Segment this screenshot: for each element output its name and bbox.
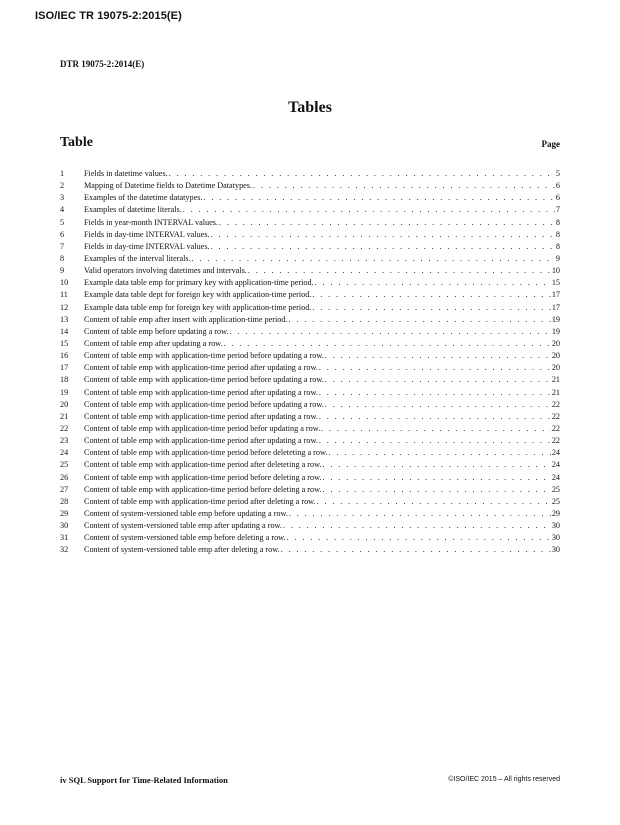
- table-caption: Content of table emp with application-time period after updating a row.: [84, 411, 318, 421]
- table-caption: Content of table emp after insert with application-time period.: [84, 314, 288, 324]
- toc-entry[interactable]: [60, 544, 560, 556]
- table-caption: Example data table dept for foreign key with application-time period.: [84, 290, 312, 300]
- page-column-heading: Page: [541, 139, 560, 149]
- table-caption: Mapping of Datetime fields to Datetime Datatypes.: [84, 181, 253, 191]
- page-number: 21: [551, 387, 560, 397]
- page-number: 15: [551, 278, 560, 288]
- dot-leader: [218, 217, 555, 229]
- table-number: 9: [60, 266, 65, 276]
- table-caption: Fields in year-month INTERVAL values.: [84, 217, 219, 227]
- page-number: 29: [551, 508, 560, 518]
- dot-leader: [286, 532, 551, 544]
- page-number: 17: [551, 302, 560, 312]
- table-caption: Content of table emp with application-time period after updating a row.: [84, 387, 318, 397]
- page-number: 22: [551, 411, 560, 421]
- toc-entry[interactable]: [60, 253, 560, 265]
- toc-entry[interactable]: [60, 192, 560, 204]
- table-number: 25: [60, 460, 69, 470]
- table-number: 20: [60, 399, 69, 409]
- toc-entry[interactable]: [60, 520, 560, 532]
- toc-entry[interactable]: [60, 447, 560, 459]
- table-caption: Fields in day-time INTERVAL values.: [84, 229, 210, 239]
- table-caption: Content of table emp with application-time period after updating a row.: [84, 363, 318, 373]
- table-caption: Valid operators involving datetimes and intervals.: [84, 266, 247, 276]
- table-caption: Content of table emp before updating a row.: [84, 326, 229, 336]
- page-number: 30: [551, 545, 560, 555]
- table-number: 16: [60, 351, 69, 361]
- page-title: Tables: [288, 99, 332, 116]
- table-number: 19: [60, 387, 69, 397]
- toc-entry[interactable]: [60, 435, 560, 447]
- toc-entry[interactable]: [60, 229, 560, 241]
- toc-entry[interactable]: [60, 168, 560, 180]
- dot-leader: [223, 338, 551, 350]
- dot-leader: [191, 253, 555, 265]
- page-number: 8: [555, 229, 560, 239]
- dot-leader: [324, 374, 551, 386]
- toc-entry[interactable]: [60, 338, 560, 350]
- table-number: 14: [60, 326, 69, 336]
- table-number: 8: [60, 253, 65, 263]
- table-caption: Content of table emp with application-time period after deleting a row.: [84, 496, 316, 506]
- dot-leader: [320, 423, 551, 435]
- toc-entry[interactable]: [60, 484, 560, 496]
- toc-entry[interactable]: [60, 277, 560, 289]
- dot-leader: [311, 302, 550, 314]
- toc-entry[interactable]: [60, 496, 560, 508]
- page-number: 8: [555, 217, 560, 227]
- dot-leader: [318, 362, 551, 374]
- dot-leader: [282, 520, 551, 532]
- dot-leader: [318, 411, 551, 423]
- table-caption: Example data table emp for primary key with application-time period.: [84, 278, 314, 288]
- page-number: 6: [555, 193, 560, 203]
- table-caption: Content of table emp with application-time period before deleteting a row.: [84, 448, 328, 458]
- table-column-heading: Table: [60, 135, 93, 150]
- table-number: 12: [60, 302, 69, 312]
- dot-leader: [202, 192, 554, 204]
- table-caption: Content of table emp with application-time period before updating a row.: [84, 375, 324, 385]
- dot-leader: [247, 265, 551, 277]
- dot-leader: [288, 508, 551, 520]
- page-number: 24: [551, 448, 560, 458]
- page-number: 22: [551, 399, 560, 409]
- toc-entry[interactable]: [60, 399, 560, 411]
- dot-leader: [210, 241, 555, 253]
- page-number: 10: [551, 266, 560, 276]
- table-number: 26: [60, 472, 69, 482]
- page-number: 6: [555, 181, 560, 191]
- toc-entry[interactable]: [60, 472, 560, 484]
- dot-leader: [324, 350, 551, 362]
- table-caption: Content of table emp with application-time period before deleting a row.: [84, 472, 322, 482]
- toc-entry[interactable]: [60, 374, 560, 386]
- table-number: 10: [60, 278, 69, 288]
- dot-leader: [322, 459, 551, 471]
- table-number: 11: [60, 290, 68, 300]
- toc-entry[interactable]: [60, 508, 560, 520]
- table-caption: Fields in day-time INTERVAL values.: [84, 241, 210, 251]
- toc-entry[interactable]: [60, 423, 560, 435]
- page-number: 30: [551, 533, 560, 543]
- dot-leader: [182, 204, 555, 216]
- draft-identifier: DTR 19075-2:2014(E): [60, 59, 145, 69]
- page-number: 20: [551, 351, 560, 361]
- dot-leader: [229, 326, 551, 338]
- table-caption: Content of table emp with application-time period after deleteting a row.: [84, 460, 322, 470]
- standard-identifier: ISO/IEC TR 19075-2:2015(E): [35, 10, 182, 22]
- table-caption: Content of table emp with application-time period after updating a row.: [84, 436, 318, 446]
- table-number: 22: [60, 423, 69, 433]
- toc-entry[interactable]: [60, 350, 560, 362]
- table-caption: Content of table emp with application-time period befor updating a row.: [84, 423, 321, 433]
- toc-entry[interactable]: [60, 459, 560, 471]
- page-number: 24: [551, 460, 560, 470]
- dot-leader: [168, 168, 555, 180]
- toc-entry[interactable]: [60, 265, 560, 277]
- dot-leader: [316, 496, 551, 508]
- dot-leader: [280, 544, 551, 556]
- table-caption: Content of system-versioned table emp after updating a row.: [84, 521, 282, 531]
- toc-entry[interactable]: [60, 204, 560, 216]
- table-caption: Content of table emp after updating a row.: [84, 338, 223, 348]
- toc-entry[interactable]: [60, 387, 560, 399]
- table-number: 32: [60, 545, 69, 555]
- toc-entry[interactable]: [60, 302, 560, 314]
- table-number: 3: [60, 193, 65, 203]
- table-number: 15: [60, 338, 69, 348]
- table-caption: Content of table emp with application-time period before deleting a row.: [84, 484, 322, 494]
- dot-leader: [252, 180, 555, 192]
- list-of-tables: [60, 168, 560, 557]
- toc-entry[interactable]: [60, 241, 560, 253]
- table-number: 24: [60, 448, 69, 458]
- table-number: 30: [60, 521, 69, 531]
- table-caption: Examples of the datetime datatypes.: [84, 193, 203, 203]
- table-number: 27: [60, 484, 69, 494]
- table-number: 21: [60, 411, 69, 421]
- toc-entry[interactable]: [60, 289, 560, 301]
- dot-leader: [324, 399, 551, 411]
- page-number: 30: [551, 521, 560, 531]
- page-number: 24: [551, 472, 560, 482]
- table-number: 29: [60, 508, 69, 518]
- table-number: 13: [60, 314, 69, 324]
- page-number: 20: [551, 363, 560, 373]
- table-caption: Content of system-versioned table emp before updating a row.: [84, 508, 288, 518]
- page-number: 7: [555, 205, 560, 215]
- toc-entry[interactable]: [60, 532, 560, 544]
- page-number: 8: [555, 241, 560, 251]
- table-caption: Fields in datetime values.: [84, 169, 168, 178]
- toc-entry[interactable]: [60, 362, 560, 374]
- table-number: 17: [60, 363, 69, 373]
- page-number: 25: [551, 496, 560, 506]
- page-number: 9: [555, 253, 560, 263]
- table-caption: Content of system-versioned table emp after deleting a row.: [84, 545, 280, 555]
- table-caption: Examples of datetime literals.: [84, 205, 182, 215]
- dot-leader: [318, 387, 551, 399]
- footer-copyright: ©ISO/IEC 2015 – All rights reserved: [448, 776, 560, 783]
- page-number: 19: [551, 326, 560, 336]
- page-number: 19: [551, 314, 560, 324]
- page-number: 25: [551, 484, 560, 494]
- page-number: 22: [551, 436, 560, 446]
- table-caption: Content of system-versioned table emp before deleting a row.: [84, 533, 286, 543]
- table-number: 2: [60, 181, 65, 191]
- dot-leader: [327, 447, 550, 459]
- dot-leader: [311, 289, 550, 301]
- dot-leader: [314, 277, 551, 289]
- table-caption: Example data table emp for foreign key with application-time period.: [84, 302, 312, 312]
- table-number: 1: [60, 169, 65, 178]
- toc-entry[interactable]: [60, 217, 560, 229]
- table-number: 18: [60, 375, 69, 385]
- table-number: 4: [60, 205, 65, 215]
- dot-leader: [210, 229, 555, 241]
- table-number: 23: [60, 436, 69, 446]
- dot-leader: [318, 435, 551, 447]
- dot-leader: [322, 484, 551, 496]
- table-number: 5: [60, 217, 65, 227]
- table-number: 31: [60, 533, 69, 543]
- table-caption: Content of table emp with application-time period before updating a row.: [84, 351, 324, 361]
- toc-entry[interactable]: [60, 180, 560, 192]
- table-number: 28: [60, 496, 69, 506]
- table-caption: Content of table emp with application-time period before updating a row.: [84, 399, 324, 409]
- table-number: 6: [60, 229, 65, 239]
- page-number: 5: [555, 169, 560, 178]
- toc-entry[interactable]: [60, 411, 560, 423]
- page-number: 17: [551, 290, 560, 300]
- dot-leader: [288, 314, 551, 326]
- page-number: 22: [551, 423, 560, 433]
- toc-entry[interactable]: [60, 314, 560, 326]
- page-number: 21: [551, 375, 560, 385]
- dot-leader: [322, 472, 551, 484]
- table-number: 7: [60, 241, 65, 251]
- table-caption: Examples of the interval literals.: [84, 253, 191, 263]
- page-number: 20: [551, 338, 560, 348]
- toc-entry[interactable]: [60, 326, 560, 338]
- footer-title: iv SQL Support for Time-Related Information: [60, 775, 228, 785]
